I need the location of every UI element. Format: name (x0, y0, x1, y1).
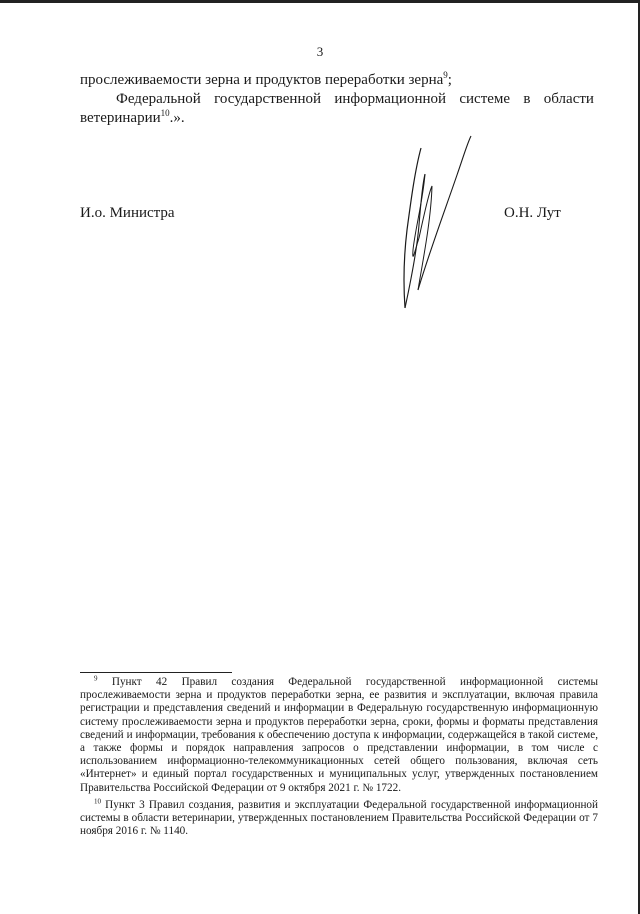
body-line-1 (80, 70, 452, 90)
signatory-position: И.о. Министра (80, 205, 175, 221)
body-word: в (523, 91, 531, 107)
footnote-9 (80, 676, 598, 795)
body-word: системе (459, 91, 511, 107)
signatory-name: О.Н. Лут (504, 205, 561, 221)
body-line-3-end: .». (169, 110, 185, 126)
footnote-10 (80, 799, 598, 839)
footnote-text: Пункт 42 Правил создания Федеральной государственной информационной системы прослеживаемости зерна и продуктов переработки зерна, ее развития и эксплуатации, включая правила регистрации и представления сведений и информации в Федеральную государственную информационную систему прослеживаемости зерна и продуктов переработки зерна, сроки, формы и форматы представления сведений и информации, требования к обеспечению доступа к информации, содержащейся в такой системе, а также формы и порядок направления запросов о представлении информации, в том числе с использованием информационно-телекоммуникационных сетей общего пользования, включая сеть «Интернет» и единый портал государственных и муниципальных услуг, утвержденных постановлением Правительства Российской Федерации от 9 октября 2021 г. № 1722. (80, 676, 599, 794)
footnote-mark: 10 (94, 797, 101, 806)
handwritten-signature (385, 130, 485, 320)
body-line-1-text: прослеживаемости зерна и продуктов переработки зерна (80, 72, 444, 88)
body-word: области (543, 91, 594, 107)
footnote-mark: 9 (94, 674, 98, 683)
body-word: информационной (334, 91, 447, 107)
body-word: Федеральной (116, 91, 201, 107)
footnote-separator (80, 672, 232, 673)
page-number: 3 (316, 44, 324, 59)
footnote-ref-9: 9 (443, 70, 448, 80)
footnote-ref-10: 10 (160, 108, 170, 118)
scan-edge-top (0, 0, 640, 3)
body-line-1-end: ; (447, 72, 452, 88)
body-line-3-text: ветеринарии (80, 110, 161, 126)
body-line-3 (80, 108, 185, 128)
body-line-2 (116, 89, 594, 109)
footnote-text: Пункт 3 Правил создания, развития и эксплуатации Федеральной государственной информационной системы в области ветеринарии, утвержденных постановлением Правительства Российской Федерации от 7 ноября 2016 г. № 1140. (80, 799, 599, 838)
body-word: государственной (214, 91, 321, 107)
